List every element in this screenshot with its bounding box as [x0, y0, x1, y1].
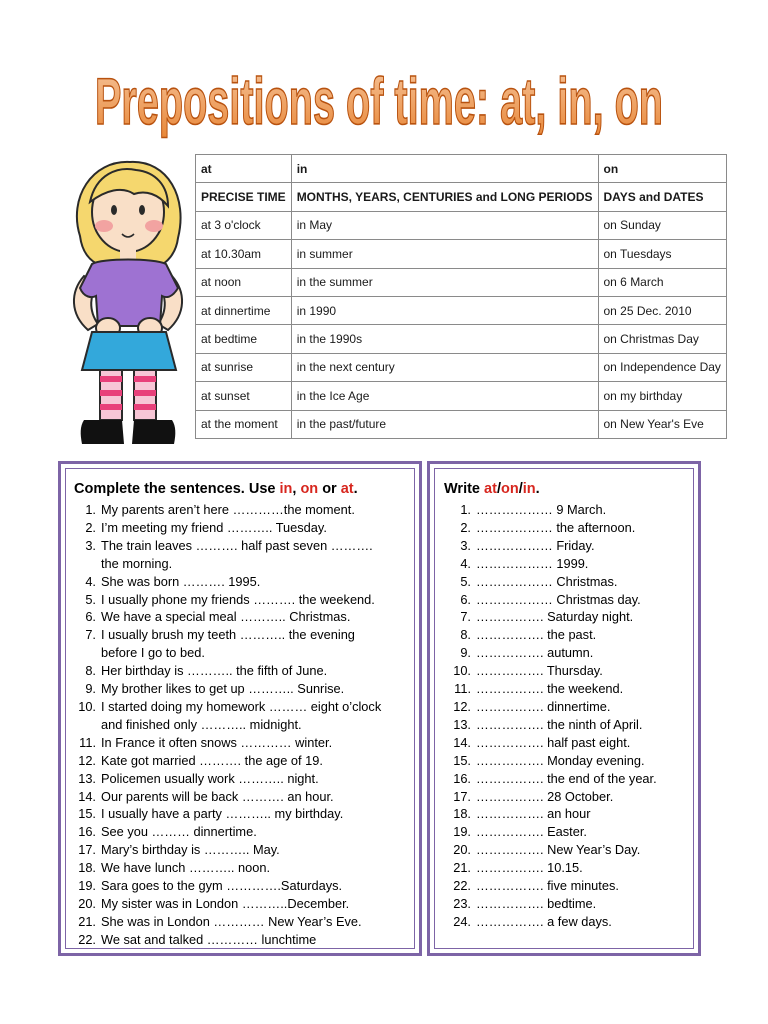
list-item	[447, 555, 657, 573]
item-number: 8.	[85, 663, 96, 679]
item-text: Mary’s birthday is ……….. May.	[101, 842, 280, 858]
item-number: 12.	[78, 752, 96, 768]
table-cell: on Christmas Day	[598, 325, 726, 353]
item-number: 2.	[460, 519, 471, 535]
exercise-1-box	[58, 461, 422, 956]
list-item	[75, 698, 381, 716]
item-text: ……………. a few days.	[476, 913, 612, 929]
item-number: 3.	[460, 537, 471, 553]
item-number: 4.	[460, 555, 471, 571]
item-number: 5.	[85, 591, 96, 607]
list-item	[75, 537, 381, 555]
table-row	[196, 410, 727, 438]
item-number: 11.	[454, 681, 471, 697]
list-item	[447, 859, 657, 877]
title-prefix: Write	[444, 481, 485, 497]
table-row	[196, 353, 727, 381]
item-number	[75, 555, 101, 573]
worksheet-title	[0, 58, 768, 140]
table-cell: on 6 March	[598, 268, 726, 296]
list-item	[75, 788, 381, 806]
list-item	[75, 805, 381, 823]
table-cell: on my birthday	[598, 382, 726, 410]
item-text: ……………. autumn.	[476, 645, 594, 661]
title-separator: or	[318, 481, 341, 497]
item-number: 2.	[85, 519, 96, 535]
list-item	[447, 716, 657, 734]
item-number: 9.	[460, 645, 471, 661]
list-item	[75, 519, 381, 537]
subheader-cell: MONTHS, YEARS, CENTURIES and LONG PERIODS	[291, 183, 598, 211]
item-text: My sister was in London ………..December.	[101, 895, 350, 911]
list-item	[447, 823, 657, 841]
item-number: 13.	[78, 770, 96, 786]
subheader-cell: PRECISE TIME	[196, 183, 292, 211]
list-item	[447, 788, 657, 806]
list-item	[447, 591, 657, 609]
item-text: ……………. five minutes.	[476, 878, 619, 894]
item-text: ……………. Easter.	[476, 824, 587, 840]
list-item	[75, 734, 381, 752]
table-header-row	[196, 155, 727, 183]
item-number: 13.	[453, 716, 471, 732]
girl-illustration	[62, 158, 196, 450]
item-number: 10.	[453, 663, 471, 679]
list-item	[75, 555, 381, 573]
option-in: in	[522, 481, 536, 497]
item-text: ……………. the end of the year.	[476, 770, 657, 786]
item-text: I usually phone my friends ………. the weekend.	[101, 591, 375, 607]
list-item	[75, 626, 381, 644]
item-number: 18.	[453, 806, 471, 822]
list-item	[75, 770, 381, 788]
item-text: and finished only ……….. midnight.	[101, 716, 302, 732]
item-number: 8.	[460, 627, 471, 643]
list-item	[75, 913, 381, 931]
item-text: ……………… Christmas day.	[476, 591, 641, 607]
option-at: at	[340, 481, 354, 497]
item-text: We have a special meal ……….. Christmas.	[101, 609, 351, 625]
list-item	[75, 680, 381, 698]
list-item	[75, 841, 381, 859]
list-item	[447, 662, 657, 680]
item-text: I’m meeting my friend ……….. Tuesday.	[101, 519, 327, 535]
table-cell: at 3 o'clock	[196, 211, 292, 239]
item-number: 14.	[453, 734, 471, 750]
item-number: 19.	[453, 824, 471, 840]
item-text: ……………… Friday.	[476, 537, 595, 553]
item-text: ……………. the weekend.	[476, 681, 624, 697]
item-number: 16.	[78, 824, 96, 840]
item-number: 20.	[453, 842, 471, 858]
list-item	[75, 823, 381, 841]
item-number: 24.	[453, 913, 471, 929]
item-text: ……………. 10.15.	[476, 860, 583, 876]
item-number: 4.	[85, 573, 96, 589]
item-text: I started doing my homework ……… eight o’clock	[101, 698, 382, 714]
list-item	[75, 859, 381, 877]
item-text: Our parents will be back ………. an hour.	[101, 788, 334, 804]
option-at: at	[484, 481, 497, 497]
table-cell: at sunrise	[196, 353, 292, 381]
list-item	[75, 716, 381, 734]
list-item	[447, 644, 657, 662]
list-item	[75, 895, 381, 913]
item-text: ……………. bedtime.	[476, 895, 597, 911]
list-item	[447, 841, 657, 859]
exercise-1-title	[74, 481, 358, 497]
item-number	[75, 644, 101, 662]
item-number: 1.	[85, 502, 96, 517]
item-number: 12.	[453, 698, 471, 714]
list-item	[75, 752, 381, 770]
list-item	[75, 931, 381, 949]
list-item	[75, 591, 381, 609]
item-text: See you ……… dinnertime.	[101, 824, 257, 840]
item-number: 9.	[85, 681, 96, 697]
title-prefix: Complete the sentences. Use	[74, 481, 280, 497]
list-item	[75, 662, 381, 680]
item-text: ……………. the past.	[476, 627, 597, 643]
item-number: 6.	[460, 591, 471, 607]
item-number: 15.	[78, 806, 96, 822]
list-item	[447, 770, 657, 788]
item-number: 20.	[78, 895, 96, 911]
item-number: 7.	[85, 627, 96, 643]
list-item	[447, 537, 657, 555]
list-item	[75, 877, 381, 895]
option-in: in	[279, 481, 293, 497]
list-item	[447, 626, 657, 644]
table-row	[196, 296, 727, 324]
item-text: ……………. the ninth of April.	[476, 716, 643, 732]
list-item	[75, 644, 381, 662]
table-cell: at the moment	[196, 410, 292, 438]
item-text: We have lunch ……….. noon.	[101, 860, 271, 876]
table-cell: at 10.30am	[196, 240, 292, 268]
table-cell: at noon	[196, 268, 292, 296]
item-text: Policemen usually work ……….. night.	[101, 770, 319, 786]
table-cell: in summer	[291, 240, 598, 268]
item-text: ……………. Thursday.	[476, 663, 603, 679]
table-row	[196, 325, 727, 353]
item-number: 1.	[460, 502, 471, 517]
item-number: 19.	[78, 878, 96, 894]
list-item	[447, 877, 657, 895]
table-cell: on Tuesdays	[598, 240, 726, 268]
item-text: My parents aren’t here …………the moment.	[101, 502, 355, 517]
table-row	[196, 268, 727, 296]
item-text: ……………… the afternoon.	[476, 519, 636, 535]
table-row	[196, 382, 727, 410]
item-text: ……………. Saturday night.	[476, 609, 634, 625]
item-number: 3.	[85, 537, 96, 553]
item-text: before I go to bed.	[101, 645, 205, 661]
table-cell: in the Ice Age	[291, 382, 598, 410]
table-cell: on Sunday	[598, 211, 726, 239]
list-item	[447, 895, 657, 913]
item-number: 21.	[453, 860, 471, 876]
item-text: the morning.	[101, 555, 173, 571]
item-text: I usually have a party ……….. my birthday.	[101, 806, 344, 822]
item-text: She was born ………. 1995.	[101, 573, 261, 589]
list-item	[447, 608, 657, 626]
table-cell: in the next century	[291, 353, 598, 381]
item-number: 11.	[79, 734, 96, 750]
list-item	[447, 805, 657, 823]
list-item	[447, 734, 657, 752]
item-number: 23.	[453, 895, 471, 911]
item-number: 10.	[78, 698, 96, 714]
list-item	[447, 752, 657, 770]
item-text: She was in London ………… New Year’s Eve.	[101, 913, 362, 929]
header-cell: on	[598, 155, 726, 183]
list-item	[447, 519, 657, 537]
item-text: ……………. New Year’s Day.	[476, 842, 641, 858]
item-text: ……………… 9 March.	[476, 502, 607, 517]
table-cell: at bedtime	[196, 325, 292, 353]
header-cell: at	[196, 155, 292, 183]
table-subheader-row	[196, 183, 727, 211]
table-cell: in the 1990s	[291, 325, 598, 353]
item-text: ……………… 1999.	[476, 555, 589, 571]
exercise-2-box	[427, 461, 701, 956]
table-cell: on 25 Dec. 2010	[598, 296, 726, 324]
title-suffix: .	[353, 481, 358, 497]
item-text: ……………. Monday evening.	[476, 752, 645, 768]
item-text: The train leaves ………. half past seven ……….	[101, 537, 373, 553]
item-text: ……………. 28 October.	[476, 788, 614, 804]
list-item	[75, 608, 381, 626]
item-text: ……………… Christmas.	[476, 573, 618, 589]
item-text: ……………. half past eight.	[476, 734, 631, 750]
title-separator: ,	[292, 481, 301, 497]
table-cell: at sunset	[196, 382, 292, 410]
item-number: 14.	[78, 788, 96, 804]
item-number	[75, 716, 101, 734]
table-cell: on New Year's Eve	[598, 410, 726, 438]
table-row	[196, 211, 727, 239]
item-number: 22.	[453, 878, 471, 894]
exercise-2-title	[444, 481, 540, 497]
item-text: ……………. dinnertime.	[476, 698, 611, 714]
header-cell: in	[291, 155, 598, 183]
item-text: ……………. an hour	[476, 806, 591, 822]
table-cell: in the past/future	[291, 410, 598, 438]
option-on: on	[500, 481, 519, 497]
title-suffix: .	[535, 481, 540, 497]
exercise-2-list	[447, 501, 657, 931]
list-item	[447, 913, 657, 931]
list-item	[447, 501, 657, 519]
list-item	[75, 501, 381, 519]
table-cell: in 1990	[291, 296, 598, 324]
list-item	[447, 698, 657, 716]
item-number: 5.	[460, 573, 471, 589]
table-cell: in the summer	[291, 268, 598, 296]
option-on: on	[300, 481, 319, 497]
item-number: 16.	[453, 770, 471, 786]
list-item	[75, 573, 381, 591]
title-separator: /	[518, 481, 523, 497]
item-number: 6.	[85, 609, 96, 625]
item-number: 17.	[453, 788, 471, 804]
subheader-cell: DAYS and DATES	[598, 183, 726, 211]
item-text: Kate got married ………. the age of 19.	[101, 752, 323, 768]
item-text: We sat and talked ………… lunchtime	[101, 931, 317, 947]
item-text: Her birthday is ……….. the fifth of June.	[101, 663, 328, 679]
list-item	[447, 680, 657, 698]
table-cell: at dinnertime	[196, 296, 292, 324]
item-number: 21.	[78, 913, 96, 929]
table-row	[196, 240, 727, 268]
item-number: 7.	[460, 609, 471, 625]
item-number: 15.	[453, 752, 471, 768]
item-text: I usually brush my teeth ……….. the evening	[101, 627, 355, 643]
title-text: Prepositions of time: at, in, on	[95, 64, 663, 138]
prepositions-table	[195, 154, 727, 439]
item-text: In France it often snows ………… winter.	[101, 734, 333, 750]
list-item	[447, 573, 657, 591]
title-graphic	[0, 58, 768, 140]
item-number: 22.	[78, 931, 96, 947]
table-cell: in May	[291, 211, 598, 239]
title-separator: /	[496, 481, 501, 497]
item-number: 17.	[78, 842, 96, 858]
item-number: 18.	[78, 860, 96, 876]
item-text: My brother likes to get up ……….. Sunrise.	[101, 681, 345, 697]
item-text: Sara goes to the gym ………….Saturdays.	[101, 878, 343, 894]
table-cell: on Independence Day	[598, 353, 726, 381]
exercise-1-list	[75, 501, 381, 949]
